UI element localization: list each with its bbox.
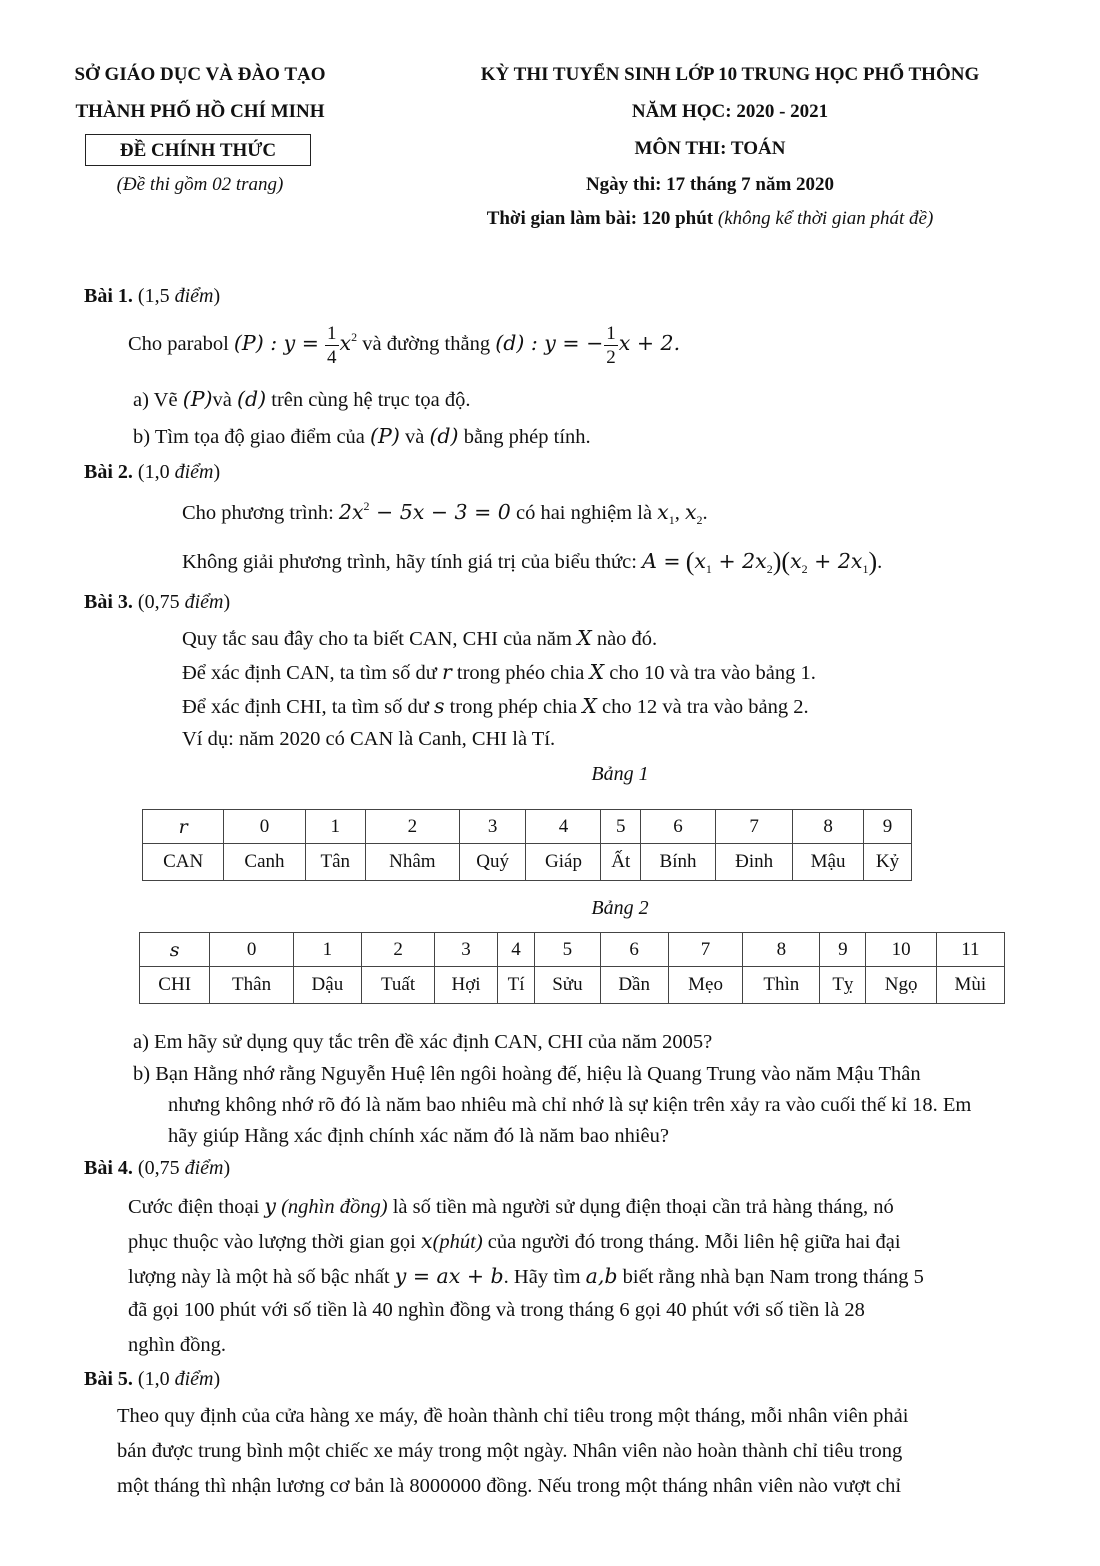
bai2-mid: có hai nghiệm là	[515, 502, 653, 524]
bai4-l1unit: (nghìn đồng)	[281, 1196, 388, 1218]
chi-table-header-cell: 0	[210, 933, 294, 967]
and-line-text: và đường thẳng	[362, 333, 491, 356]
subject: MÔN THI: TOÁN	[634, 138, 786, 159]
bai4-title: Bài 4.	[84, 1157, 133, 1179]
bai3-l2n: 10	[643, 662, 665, 684]
bai1-b-prefix: b) Tìm tọa độ giao điểm của	[133, 426, 365, 448]
bai3-l3c: cho	[601, 696, 632, 718]
bai3-l3X: X	[582, 694, 597, 718]
chi-table-header-cell: 9	[820, 933, 866, 967]
bai1-b-and: và	[404, 426, 425, 448]
can-table-header-cell: r	[143, 810, 224, 844]
bai4-line4: đã gọi 100 phút với số tiền là 40 nghìn đồng và trong tháng 6 gọi 40 phút với số tiền là 28	[128, 1299, 865, 1321]
A-equals: A =	[642, 549, 681, 573]
bai4-line2	[128, 1229, 901, 1254]
bai3-l2X: X	[589, 660, 605, 684]
can-table-value-cell: Tân	[305, 844, 365, 881]
can-table-header-row	[143, 810, 912, 844]
can-table-header-cell: 7	[716, 810, 793, 844]
bai2-points-word: điểm	[174, 461, 214, 483]
chi-table-value-cell: Thân	[210, 967, 294, 1004]
chi-table-value-cell: Ngọ	[866, 967, 936, 1004]
bai2-line2	[182, 547, 882, 577]
bai3-l2c: cho	[609, 662, 639, 684]
can-table-header-cell: 9	[864, 810, 912, 844]
can-table-value-cell: Nhâm	[365, 844, 459, 881]
chi-table-value-cell: Sửu	[535, 967, 600, 1004]
bai3-l1a: Quy tắc sau đây cho ta biết CAN, CHI của năm	[182, 628, 572, 650]
chi-table-value-cell: Mẹo	[668, 967, 743, 1004]
can-table-value-cell: Mậu	[793, 844, 864, 881]
bai2-points-close: )	[213, 461, 221, 483]
bai3-l1b: nào đó.	[596, 628, 658, 650]
paren-open-1: (	[685, 547, 695, 576]
eq-term-a: 2x	[338, 500, 364, 524]
fraction-one-quarter	[325, 324, 339, 367]
chi-table-value-cell: Tí	[497, 967, 534, 1004]
bai3-l1X: X	[577, 626, 592, 650]
table1-caption: Bảng 1	[591, 763, 649, 785]
root-x2: x	[684, 500, 697, 524]
table2-caption: Bảng 2	[591, 897, 649, 919]
chi-table-value-cell: Tuất	[361, 967, 434, 1004]
can-table-header-cell: 6	[641, 810, 716, 844]
term1-sub: 1	[705, 562, 712, 576]
chi-table-header-cell: 2	[361, 933, 434, 967]
bai3-points: (0,75	[137, 591, 180, 613]
chi-table-header-cell: 11	[936, 933, 1004, 967]
line-d-label: (d) : y = −	[495, 331, 604, 356]
bai4-heading	[84, 1157, 230, 1180]
frac2-denominator: 2	[606, 347, 616, 368]
can-table-value-cell: Bính	[641, 844, 716, 881]
can-table-value-cell: Kỷ	[864, 844, 912, 881]
can-table-header-cell: 3	[459, 810, 526, 844]
bai4-points: (0,75	[137, 1157, 180, 1179]
term2-sub: 2	[766, 562, 773, 576]
bai1-a-and: và	[212, 389, 232, 411]
bai2-line1	[182, 499, 708, 528]
chi-table-value-cell: Mùi	[936, 967, 1004, 1004]
bai3-l3b: trong phép chia	[449, 696, 578, 718]
bai1-b-tail: bằng phép tính.	[463, 426, 591, 448]
department-name: SỞ GIÁO DỤC VÀ ĐÀO TẠO	[74, 64, 326, 85]
bai4-l3a: lượng này là một hà số bậc nhất	[128, 1266, 390, 1288]
bai4-line1	[128, 1194, 894, 1219]
bai1-intro: Cho parabol	[128, 333, 229, 356]
duration-line	[400, 208, 1020, 230]
bai2-title: Bài 2.	[84, 461, 133, 483]
bai1-heading	[84, 285, 220, 308]
bai4-l3b: . Hãy tìm	[503, 1266, 581, 1288]
bai5-line1: Theo quy định của cửa hàng xe máy, đề hoàn thành chỉ tiêu trong một tháng, mỗi nhân viên phải	[117, 1405, 909, 1427]
can-table-value-cell: Quý	[459, 844, 526, 881]
bai3-line2	[182, 660, 816, 685]
bai1-a-prefix: a) Vẽ	[133, 389, 178, 411]
paren-open-2: (	[781, 547, 791, 576]
bai3-heading	[84, 591, 230, 614]
bai3-l3s: s	[433, 694, 445, 718]
bai3-points-close: )	[223, 591, 231, 613]
bai5-points: (1,0	[137, 1368, 170, 1390]
bai1-points: (1,5	[137, 285, 170, 307]
fraction-one-half	[604, 324, 618, 367]
can-table-header-cell: 5	[601, 810, 641, 844]
bai4-line5: nghìn đồng.	[128, 1334, 226, 1356]
root-x1-sub: 1	[668, 513, 675, 527]
bai3-l2d: và tra vào bảng 1.	[669, 662, 816, 684]
bai3-line3	[182, 694, 809, 719]
bai1-points-word: điểm	[174, 285, 214, 307]
bai4-l3c: biết rằng nhà bạn Nam trong tháng 5	[622, 1266, 924, 1288]
chi-table-value-row	[140, 967, 1005, 1004]
school-year: NĂM HỌC: 2020 - 2021	[631, 101, 829, 122]
duration: Thời gian làm bài: 120 phút	[486, 208, 714, 229]
frac1-denominator: 4	[327, 347, 337, 368]
chi-table-header-cell: 5	[535, 933, 600, 967]
bai3-question-b-line2: nhưng không nhớ rõ đó là năm bao nhiêu mà chỉ nhớ là sự kiện trên xảy ra vào cuối thế kỉ 18. Em	[168, 1094, 972, 1116]
chi-table-header-cell: 3	[435, 933, 498, 967]
bai3-l3d: và tra vào bảng 2.	[662, 696, 809, 718]
bai4-points-word: điểm	[184, 1157, 224, 1179]
chi-table-header-cell: 7	[668, 933, 743, 967]
term3-sub: 2	[801, 562, 808, 576]
bai4-l2unit: (phút)	[432, 1231, 483, 1253]
can-table-header-cell: 0	[224, 810, 305, 844]
bai1-statement	[128, 324, 680, 367]
bai4-l2a: phục thuộc vào lượng thời gian gọi	[128, 1231, 416, 1253]
bai4-l1y: y	[264, 1194, 276, 1218]
parabol-label: (P) : y =	[233, 331, 319, 356]
chi-table-value-cell: Tỵ	[820, 967, 866, 1004]
bai1-a-tail: trên cùng hệ trục tọa độ.	[271, 389, 471, 411]
exam-date: Ngày thi: 17 tháng 7 năm 2020	[585, 174, 835, 195]
can-table-value-row	[143, 844, 912, 881]
official-exam-label: ĐỀ CHÍNH THỨC	[85, 134, 311, 166]
bai2-prefix: Cho phương trình:	[182, 502, 334, 524]
term2: + 2x	[711, 549, 767, 573]
line-d-tail: x + 2.	[618, 331, 681, 356]
chi-table	[139, 932, 1005, 1004]
bai4-l3ab: a,b	[585, 1264, 618, 1288]
exam-title: KỲ THI TUYỂN SINH LỚP 10 TRUNG HỌC PHỔ THÔNG	[480, 64, 980, 85]
comma: ,	[674, 502, 685, 524]
bai5-line2: bán được trung bình một chiếc xe máy trong một ngày. Nhân viên nào hoàn thành chỉ tiêu trong	[117, 1440, 903, 1462]
bai1-part-b	[133, 424, 591, 449]
chi-table-header-cell: 1	[293, 933, 361, 967]
eq-exponent: 2	[363, 499, 370, 513]
frac2-numerator: 1	[606, 323, 616, 344]
chi-table-value-cell: Dậu	[293, 967, 361, 1004]
chi-table-value-cell: Dần	[600, 967, 668, 1004]
period: .	[702, 502, 708, 524]
bai5-points-close: )	[213, 1368, 221, 1390]
bai3-points-word: điểm	[184, 591, 224, 613]
can-table-header-cell: 4	[526, 810, 601, 844]
term1: x	[694, 549, 706, 573]
bai5-title: Bài 5.	[84, 1368, 133, 1390]
can-table-header-cell: 2	[365, 810, 459, 844]
can-table-header-cell: 1	[305, 810, 365, 844]
can-table-value-cell: Canh	[224, 844, 305, 881]
bai3-l3a: Để xác định CHI, ta tìm số dư	[182, 696, 429, 718]
chi-table-value-cell: Thìn	[743, 967, 820, 1004]
root-x2-sub: 2	[696, 513, 703, 527]
bai4-l2x: x	[421, 1229, 433, 1253]
can-table-value-cell: Ất	[601, 844, 641, 881]
exponent: 2	[351, 330, 358, 345]
bai2-line2-prefix: Không giải phương trình, hãy tính giá trị của biểu thức:	[182, 551, 637, 573]
frac1-numerator: 1	[327, 323, 337, 344]
bai3-question-b-line3: hãy giúp Hằng xác định chính xác năm đó là năm bao nhiêu?	[168, 1125, 669, 1147]
x-variable: x	[339, 331, 352, 356]
root-x1: x	[657, 500, 669, 524]
chi-table-header-cell: 10	[866, 933, 936, 967]
duration-note: (không kể thời gian phát đề)	[717, 208, 934, 229]
paren-close-1: )	[772, 547, 782, 576]
bai4-points-close: )	[223, 1157, 231, 1179]
bai3-l2a: Để xác định CAN, ta tìm số dư	[182, 662, 437, 684]
can-table	[142, 809, 912, 881]
end-period: .	[877, 551, 883, 573]
bai3-question-a: a) Em hãy sử dụng quy tắc trên đề xác định CAN, CHI của năm 2005?	[133, 1031, 713, 1053]
bai5-line3: một tháng thì nhận lương cơ bản là 8000000 đồng. Nếu trong một tháng nhân viên nào vượt chỉ	[117, 1475, 902, 1497]
city-name: THÀNH PHỐ HỒ CHÍ MINH	[75, 101, 325, 122]
bai1-b-d: (d)	[429, 424, 459, 448]
eq-term-b: − 5x − 3 = 0	[369, 500, 511, 524]
pages-note: (Đề thi gồm 02 trang)	[116, 174, 284, 195]
bai1-b-P: (P)	[370, 424, 400, 448]
bai1-title: Bài 1.	[84, 285, 133, 307]
bai4-l1a: Cước điện thoại	[128, 1196, 260, 1218]
chi-table-value-cell: Hợi	[435, 967, 498, 1004]
bai3-line1	[182, 626, 657, 651]
bai3-question-b-line1: b) Bạn Hằng nhớ rằng Nguyễn Huệ lên ngôi hoàng đế, hiệu là Quang Trung vào năm Mậu Thân	[133, 1063, 921, 1085]
bai2-heading	[84, 461, 220, 484]
bai4-l3eq: y = ax + b	[394, 1264, 504, 1288]
bai1-part-a	[133, 387, 470, 412]
bai4-l1b: là số tiền mà người sử dụng điện thoại cần trả hàng tháng, nó	[392, 1196, 894, 1218]
can-table-header-cell: 8	[793, 810, 864, 844]
can-table-value-cell: Đinh	[716, 844, 793, 881]
bai3-title: Bài 3.	[84, 591, 133, 613]
term3: x	[790, 549, 802, 573]
bai2-points: (1,0	[137, 461, 170, 483]
bai5-points-word: điểm	[174, 1368, 214, 1390]
term4: + 2x	[807, 549, 863, 573]
bai1-a-d: (d)	[237, 387, 267, 411]
bai3-l3n: 12	[636, 696, 658, 718]
bai3-l2r: r	[441, 660, 452, 684]
bai3-l2b: trong phéo chia	[456, 662, 585, 684]
paren-close-2: )	[868, 547, 878, 576]
can-table-value-cell: Giáp	[526, 844, 601, 881]
chi-table-header-row	[140, 933, 1005, 967]
bai4-l2b: của người đó trong tháng. Mỗi liên hệ giữa hai đại	[487, 1231, 901, 1253]
bai5-heading	[84, 1368, 220, 1391]
chi-table-header-cell: s	[140, 933, 210, 967]
term4-sub: 1	[862, 562, 869, 576]
can-table-value-cell: CAN	[143, 844, 224, 881]
chi-table-value-cell: CHI	[140, 967, 210, 1004]
bai3-example: Ví dụ: năm 2020 có CAN là Canh, CHI là Tí.	[182, 728, 556, 750]
chi-table-header-cell: 8	[743, 933, 820, 967]
bai1-a-P: (P)	[182, 387, 213, 411]
bai1-points-close: )	[213, 285, 221, 307]
bai4-line3	[128, 1264, 924, 1289]
chi-table-header-cell: 4	[497, 933, 534, 967]
chi-table-header-cell: 6	[600, 933, 668, 967]
